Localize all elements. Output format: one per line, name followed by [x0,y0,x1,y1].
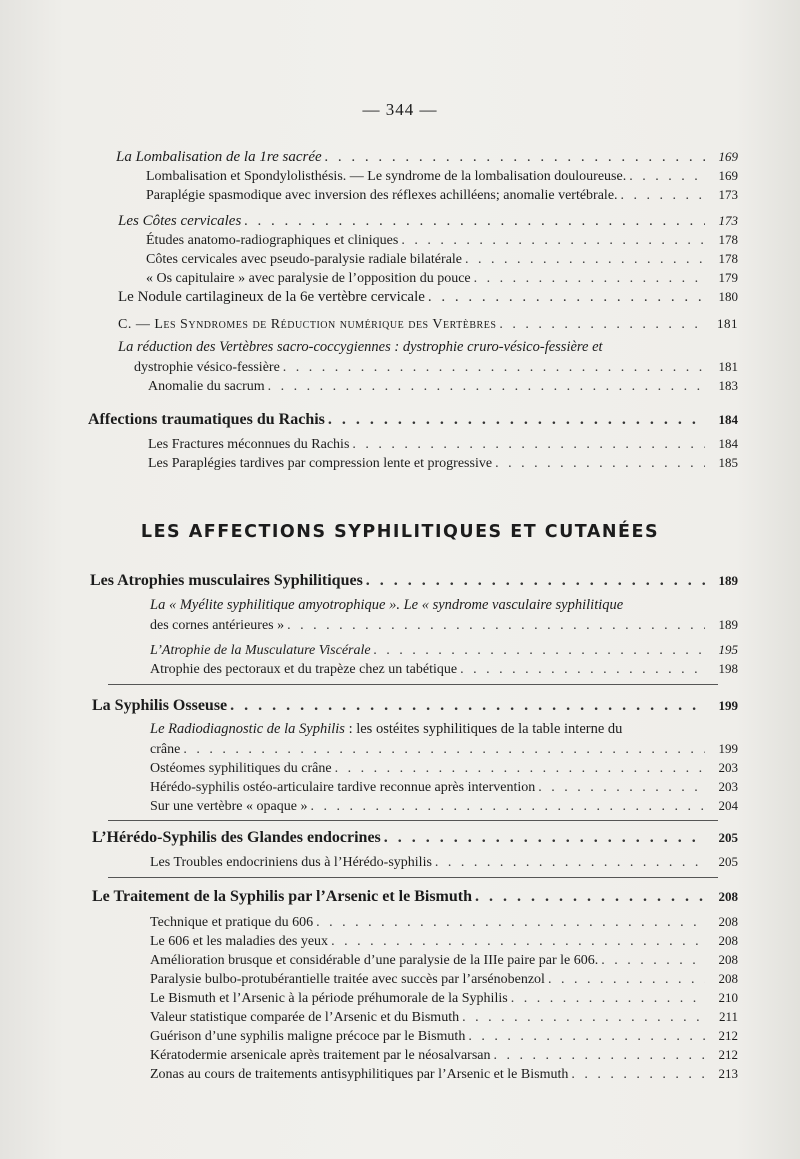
toc-entry-keratodermie: Kératodermie arsenicale après traitement par le néosalvarsan . . . 212 [150,1045,738,1064]
toc-entry-cotes-cervicales: Les Côtes cervicales . . . 173 [118,211,738,230]
toc-entry-anomalie-sacrum: Anomalie du sacrum . . . 183 [148,376,738,395]
toc-entry-spondylolisthesis: Lombalisation et Spondylolisthésis. — Le syndrome de la lombalisation douloureuse. . . . 169 [146,166,738,185]
toc-entry-technique-606: Technique et pratique du 606 . . . 208 [150,912,738,931]
page-number: — 344 — [362,100,438,119]
toc-entry-vertebre-opaque: Sur une vertèbre « opaque » . . . 204 [150,796,738,815]
toc-entry-myelite-line2: des cornes antérieures » . . . 189 [150,615,738,634]
toc-entry-osteomes: Ostéomes syphilitiques du crâne . . . 203 [150,758,738,777]
toc-entry-troubles-endocriniens: Les Troubles endocriniens dus à l’Hérédo-syphilis . . . 205 [150,852,738,871]
toc-entry-affections-traumatiques: Affections traumatiques du Rachis . . . 184 [88,410,738,429]
toc-entry-bismuth-arsenic: Le Bismuth et l’Arsenic à la période préhumorale de la Syphilis . . . 210 [150,988,738,1007]
toc-entry-radiodiagnostic-line2: crâne . . . 199 [150,739,738,758]
toc-entry-cotes-pseudo-paralysie: Côtes cervicales avec pseudo-paralysie radiale bilatérale . . . 178 [146,249,738,268]
toc-entry-heredo-glandes: L’Hérédo-Syphilis des Glandes endocrines . . . 205 [92,828,738,847]
toc-entry-paraplegies-tardives: Les Paraplégies tardives par compression lente et progressive . . . 185 [148,453,738,472]
toc-entry-etudes-anatomo: Études anatomo-radiographiques et cliniques . . . 178 [146,230,738,249]
toc-entry-valeur-statistique: Valeur statistique comparée de l’Arsenic et du Bismuth . . . 211 [150,1007,738,1026]
divider [108,684,718,685]
toc-entry-syndromes-reduction: C. — Les Syndromes de Réduction numérique des Vertèbres . . . 181 [118,314,738,333]
toc-entry-myelite-line1: La « Myélite syphilitique amyotrophique ». Le « syndrome vasculaire syphilitique [150,597,624,613]
toc-entry-guerison: Guérison d’une syphilis maligne précoce par le Bismuth . . . 212 [150,1026,738,1045]
divider [108,820,718,821]
toc-entry-atrophies-musculaires: Les Atrophies musculaires Syphilitiques . . . 189 [90,571,738,590]
toc-entry-maladies-yeux: Le 606 et les maladies des yeux . . . 208 [150,931,738,950]
toc-entry-amelioration: Amélioration brusque et considérable d’une paralysie de la IIIe paire par le 606. . . . 208 [150,950,738,969]
toc-entry-fractures-meconnues: Les Fractures méconnues du Rachis . . . 184 [148,434,738,453]
toc-entry-reduction-sacro-line2: dystrophie vésico-fessière . . . 181 [134,357,738,376]
toc-entry-paraplegie-spasmodique: Paraplégie spasmodique avec inversion des réflexes achilléens; anomalie vertébrale. . . . 173 [146,185,738,204]
toc-entry-reduction-sacro-line1: La réduction des Vertèbres sacro-coccygiennes : dystrophie cruro-vésico-fessière et [118,339,603,355]
section-title: LES AFFECTIONS SYPHILITIQUES ET CUTANÉES [140,522,660,542]
toc-entry-os-capitulaire: « Os capitulaire » avec paralysie de l’opposition du pouce . . . 179 [146,268,738,287]
toc-entry-atrophie-pectoraux: Atrophie des pectoraux et du trapèze chez un tabétique . . . 198 [150,659,738,678]
toc-entry-heredo-osteo: Hérédo-syphilis ostéo-articulaire tardive reconnue après intervention . . . 203 [150,777,738,796]
toc-entry-zonas: Zonas au cours de traitements antisyphilitiques par l’Arsenic et le Bismuth . . . 213 [150,1064,738,1083]
toc-entry-traitement: Le Traitement de la Syphilis par l’Arsenic et le Bismuth . . . 208 [92,887,738,906]
toc-entry-syphilis-osseuse: La Syphilis Osseuse . . . 199 [92,696,738,715]
toc-entry-nodule-cartilagineux: Le Nodule cartilagineux de la 6e vertèbre cervicale . . . 180 [118,287,738,306]
toc-entry-lombalisation: La Lombalisation de la 1re sacrée . . . 169 [116,147,738,166]
toc-entry-paralysie-bulbo: Paralysie bulbo-protubérantielle traitée avec succès par l’arsénobenzol . . . 208 [150,969,738,988]
toc-entry-atrophie-viscerale: L’Atrophie de la Musculature Viscérale . . . 195 [150,640,738,659]
toc-entry-radiodiagnostic-line1: Le Radiodiagnostic de la Syphilis : les ostéites syphilitiques de la table interne du [150,721,623,737]
divider [108,877,718,878]
